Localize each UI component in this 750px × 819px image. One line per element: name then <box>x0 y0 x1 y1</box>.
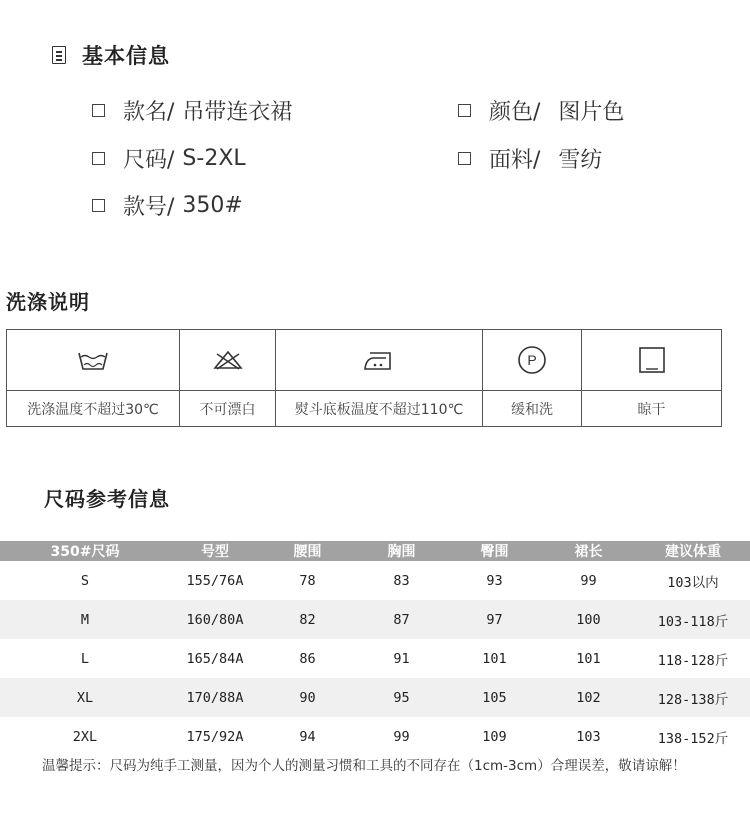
svg-text:P: P <box>527 352 537 368</box>
line-dry-icon <box>637 345 667 375</box>
checkbox-icon <box>92 104 105 117</box>
wash-cell-no-bleach: 不可漂白 <box>180 330 276 426</box>
table-row: L 165/84A 86 91 101 101 118-128斤 <box>80 650 729 669</box>
info-item-style-number: 款号/ 350# <box>92 190 243 221</box>
wash-cell-gentle: P 缓和洗 <box>483 330 582 426</box>
washing-table <box>6 329 722 427</box>
wash-tub-icon <box>77 348 109 372</box>
info-item-style-name: 款名/ 吊带连衣裙 <box>92 95 292 126</box>
size-info-heading: 尺码参考信息 <box>44 487 170 511</box>
table-row: 2XL 175/92A 94 99 109 103 138-152斤 <box>72 728 729 747</box>
info-item-color: 颜色/ 图片色 <box>458 95 624 126</box>
table-row: M 160/80A 82 87 97 100 103-118斤 <box>0 600 750 639</box>
wash-cell-temperature: 洗涤温度不超过30℃ <box>7 330 180 426</box>
checkbox-icon <box>92 199 105 212</box>
document-icon <box>52 46 66 64</box>
info-item-size: 尺码/ S-2XL <box>92 143 246 174</box>
info-item-fabric: 面料/ 雪纺 <box>458 143 602 174</box>
table-row: XL 170/88A 90 95 105 102 128-138斤 <box>0 678 750 717</box>
size-table <box>0 541 750 756</box>
dry-clean-p-icon <box>516 344 548 376</box>
size-note: 温馨提示：尺码为纯手工测量，因为个人的测量习惯和工具的不同存在（1cm-3cm）合理误差，敬请谅解！ <box>42 758 686 774</box>
checkbox-icon <box>458 152 471 165</box>
size-table-header: 350#尺码 号型 腰围 胸围 臀围 裙长 建议体重 <box>0 541 750 561</box>
basic-info-heading: 基本信息 <box>52 40 170 70</box>
checkbox-icon <box>458 104 471 117</box>
washing-heading: 洗涤说明 <box>6 290 90 314</box>
wash-cell-iron: 熨斗底板温度不超过110℃ <box>276 330 483 426</box>
checkbox-icon <box>92 152 105 165</box>
no-bleach-icon <box>212 349 244 371</box>
table-row: S 155/76A 78 83 93 99 103以内 <box>80 572 719 591</box>
wash-cell-dry: 晾干 <box>582 330 721 426</box>
iron-icon <box>362 348 396 372</box>
